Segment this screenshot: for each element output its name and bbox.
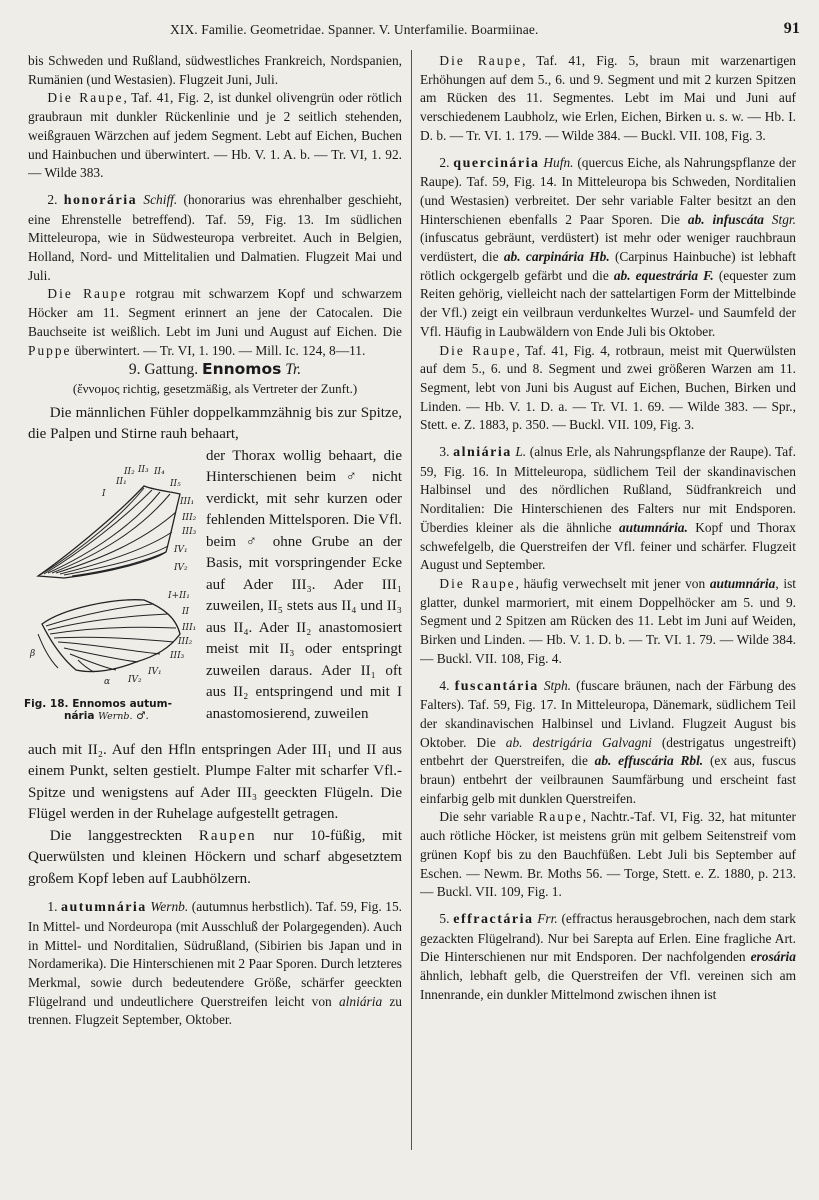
paragraph <box>28 89 402 183</box>
species-name: alniária <box>453 445 512 461</box>
species-entry-effractaria: 5. effractária Frr. (effractus herausgebrochen, nach dem stark gezackten Flügelrand). Nur bei Sarepta auf Erlen. Eine fragliche Art. Die Hinterschienen nur mit Endsporen. Der nachfolgenden erosária ähnlich, lebhaft gelb, die Querstreifen der Vfl. vereinen sich am Innenrande, ein dunkler Mittelmond zwischen ihnen ist <box>420 910 796 1002</box>
vein-label: II <box>182 606 190 617</box>
vein-label: IV₁ <box>148 666 162 677</box>
page-number: 91 <box>783 20 800 37</box>
species-author: Wernb. <box>150 899 189 915</box>
species-entry-autumnaria: 1. autumnária Wernb. (autumnus herbstlich). Taf. 59, Fig. 15. In Mittel- und Nordeuropa (mit Ausschluß der Polargegenden). Auch in Mittel- und Norditalien, Südrußland, (Sibirien bis Japan und in Nordamerika). Die Hinterschienen mit 2 Paar Sporen. Durch letzteres Merkmal, sowie durch bedeutendere Größe, schärfer geeckten Flügelrand und undeutlichere Querstreifen leicht von alniária zu trennen. Flugzeit September, Oktober. <box>28 899 402 1028</box>
vein-label: II₄ <box>154 466 165 477</box>
species-entry-fuscantaria: 4. fuscantária Stph. (fuscare bräunen, nach der Färbung des Falters). Taf. 59, Fig. 17. In Mitteleuropa, Dänemark, südlichem Teil der skandinavischen Halbinsel und Livland. Flugzeit August bis Oktober. Die ab. destrigária Galvagni (destrigatus ungestreift) entbehrt der Querstreifen, die ab. effuscária Rbl. (ex aus, fuscus braun) entbehrt der veilbraunen Saumfärbung und erscheint fast einfarbig gelb mit dunklen Querstreifen. <box>420 677 796 806</box>
vein-label: III₁ <box>182 622 197 633</box>
raupe-label: Die Raupe <box>47 286 128 302</box>
vein-label: β <box>30 648 36 659</box>
raupe-label: Die Raupe <box>439 575 516 591</box>
genus-author: Tr. <box>285 361 302 379</box>
genus-heading <box>28 360 402 380</box>
running-header <box>20 22 800 42</box>
running-title: XIX. Familie. Geometridae. Spanner. V. Unterfamilie. Boarmiinae. <box>170 22 539 37</box>
paragraph: bis Schweden und Rußland, südwestliches Frankreich, Nordspanien, Rumänien (und Westasien). Flugzeit Juni, Juli. <box>28 53 402 87</box>
vein-label: III₃ <box>182 526 197 537</box>
species-author: Hufn. <box>543 154 574 170</box>
column-divider <box>411 50 412 1150</box>
paragraph-text: , Taf. 41, Fig. 2, ist dunkel olivengrün oder rötlich graubraun mit dunkler Rückenlinie und je 2 seitlich stehenden, weißgrauen Wärzchen auf jedem Segment. Lebt auf Eichen, Buchen und Hainbuchen und überwintert. — Hb. V. 1. A. b. — Tr. VI, 1. 92. — Wilde 383. <box>28 90 402 181</box>
paragraph <box>28 285 402 360</box>
genus-description-intro: Die männlichen Fühler doppelkammzähnig bis zur Spitze, die Palpen und Stirne rauh behaart, <box>28 404 402 443</box>
paragraph: Die sehr variable Raupe, Nachtr.-Taf. VI, Fig. 32, hat mitunter auch rötliche Höcker, ist meistens grün mit gelbem Seitenstreif vom grünen Kopf bis zu den Bauchfüßen. Lebt Juli bis September auf Eschen. — Newm. Br. Moths 56. — Torge, Stett. e. Z. 1880, p. 213. — Buckl. VII. 109, Fig. 1. <box>420 809 796 900</box>
species-author: L. <box>515 444 527 460</box>
species-entry-alniaria: 3. alniária L. (alnus Erle, als Nahrungspflanze der Raupe). Taf. 59, Fig. 16. In Mitteleuropa, südlichem Teil der skandinavischen Halbinsel und des nördlichen Rußland, Südfrankreich und Norditalien: Die Hinterschienen des Falters nur mit Endsporen. Überdies kleiner als die ähnliche autumnária. Kopf und Thorax schwefelgelb, die Querstreifen der Vfl. feiner und schärfer. Flugzeit August und September. <box>420 444 796 573</box>
species-name: quercinária <box>453 155 540 171</box>
genus-description-wrap: der Thorax wollig behaart, die Hinterschienen beim ♂ nicht verdickt, mit sehr kurzen oder fehlenden Mittelsporen. Die Vfl. beim ♂ ohne Grube an der Basis, mit vorspringender Ecke auf Ader III₃. Ader III₁ zuweilen, II₅ stets aus II₄ und II₃ aus II₄. Ader II₂ anastomosiert meist mit II₃ oder entspringt zuweilen daraus. Ader II₁ oft aus II₂ entspringend und mit I anastomosierend, zuweilen <box>206 447 402 722</box>
raupen-label: Raupen <box>198 827 257 844</box>
vein-label: III₃ <box>170 650 185 661</box>
species-name: autumnária <box>61 900 147 916</box>
vein-label: II₂ <box>124 466 135 477</box>
genus-name: Ennomos <box>202 360 282 379</box>
paragraph: Die Raupe, häufig verwechselt mit jener von autumnária, ist glatter, dunkel marmoriert, mit einem Doppelhöcker am 5. und 9. Segment und 2 Spitzen am Rücken des 11. Lebt im Juni auf Weiden, Birken und Linden. — Hb. V. 1. D. b. — Tr. VI. 1. 79. — Wilde 384. — Buckl. VII. 108, Fig. 4. <box>420 575 797 666</box>
figure-caption <box>24 698 200 723</box>
raupe-label: Die Raupe <box>439 53 523 68</box>
species-number: 3. <box>439 444 450 460</box>
vein-label: IV₁ <box>174 544 188 555</box>
vein-label: II₁ <box>116 476 127 487</box>
species-number: 2. <box>47 191 58 207</box>
paragraph: Die Raupe, Taf. 41, Fig. 5, braun mit warzenartigen Erhöhungen auf dem 5., 6. und 9. Segment und mit 2 kurzen Spitzen am Rücken des 11. Segmentes. Lebt im Mai und Juni auf verschiedenem Laubholz, wie Erlen, Eichen, Birken u. s. w. — Hb. I. D. b. — Tr. VI. 1. 179. — Wilde 384. — Buckl. VII. 108, Fig. 3. <box>420 53 797 143</box>
wing-venation-figure <box>24 448 200 740</box>
genus-etymology: (ἔννομος richtig, gesetzmäßig, als Vertreter der Zunft.) <box>72 380 358 396</box>
genus-prefix: 9. Gattung. <box>128 361 199 379</box>
raupe-label: Raupe <box>538 809 583 825</box>
paragraph-text: überwintert. — Tr. VI, 1. 190. — Mill. Ic. 124, 8—11. <box>74 342 366 358</box>
vein-label: II₅ <box>170 478 181 489</box>
right-column <box>420 52 796 1004</box>
vein-label: II₃ <box>138 464 149 475</box>
left-column <box>24 52 403 1030</box>
puppe-label: Puppe <box>28 342 72 358</box>
vein-label: III₂ <box>178 636 193 647</box>
paragraph-text: rotgrau mit schwarzem Kopf und schwarzem Höcker am 11. Segment erinnert an jene der Catocalen. Die Bauchseite ist weißlich. Lebt im Juni und August auf Eichen. Die <box>28 286 402 339</box>
species-name: honorária <box>63 192 138 208</box>
species-number: 2. <box>439 154 450 170</box>
species-entry-quercinaria: 2. quercinária Hufn. (quercus Eiche, als Nahrungspflanze der Raupe). Taf. 59, Fig. 14. In Mitteleuropa bis Schweden, Norditalien (und Westasien) verbreitet. Der sehr variable Falter besitzt an den Hinterschienen ebenfalls 2 Paar Sporen. Die ab. infuscáta Stgr. (infuscatus gebräunt, verdüstert) ist mehr oder weniger rauchbraun verdüstert, die ab. carpinária Hb. (Carpinus Hainbuche) ist lebhaft rötlich ockgergelb gefärbt und die ab. equestrária F. (equester zum Reiten gehörig, vielleicht nach der sattelartigen Form der Mittelbinde der Vfl.) zeigt ein veilbraun verdunkeltes Wurzel- und Saumfeld der Vfl. Häufig in Laubwäldern von Ende Juli bis Oktober. <box>420 154 796 339</box>
species-entry-honoraria <box>28 191 402 286</box>
species-name: fuscantária <box>454 678 539 694</box>
genus-raupen: Die langgestreckten Raupen nur 10-füßig, mit Querwülsten und kleinen Höckern und scharf abgesetztem großem Kopf leben auf Laubhölzern. <box>28 827 403 887</box>
caption-line: Fig. 18. Ennomos autum- <box>24 697 172 710</box>
species-number: 1. <box>47 899 58 915</box>
species-number: 5. <box>439 910 450 926</box>
vein-label: III₁ <box>180 496 195 507</box>
vein-label: IV₂ <box>128 674 142 685</box>
caption-line: nária Wernb. ♂. <box>64 709 149 722</box>
vein-label: I <box>102 488 106 499</box>
vein-label: IV₂ <box>174 562 188 573</box>
paragraph: Die Raupe, Taf. 41, Fig. 4, rotbraun, meist mit Querwülsten auf dem 5., 6. und 8. Segment und zwei größeren Warzen am 11. Segment, lebt von Juni bis August auf Eichen, Buchen, Birken und Linden. — Hb. V. 1. D. a. — Tr. VI. 1. 69. — Wilde 383. — Spr., Stett. e. Z. 1883, p. 350. — Buckl. VII. 109, Fig. 3. <box>420 342 796 433</box>
vein-label: α <box>104 676 111 687</box>
vein-label: I+II₁ <box>168 590 190 601</box>
genus-description-cont: auch mit II₂. Auf den Hfln entspringen Ader III₁ und II aus einem Punkt, selten gestielt. Plumpe Falter mit scharfer Vfl.-Spitze und wenigstens auf Ader III₃ geeckten Flügeln. Die Flügel werden in der Ruhelage aufgestellt getragen. <box>28 741 402 823</box>
species-name: effractária <box>453 911 534 927</box>
species-author: Frr. <box>537 910 558 926</box>
species-author: Schiff. <box>143 191 178 207</box>
species-author: Stph. <box>543 677 571 693</box>
vein-label: III₂ <box>182 512 197 523</box>
species-number: 4. <box>439 677 450 693</box>
species-text: (honorarius was ehrenhalber geschieht, eine Ehrenstelle betreffend). Taf. 59, Fig. 13. Im südlichen Mitteleuropa, wie in Südwesteuropa verbreitet. Auch in Belgien, Holland, Nord- und Mittelitalien und Dalmatien. Flugzeit Mai und Juli. <box>28 191 402 283</box>
wing-venation-drawing <box>24 448 200 696</box>
raupe-label: Die Raupe <box>47 90 124 106</box>
raupe-label: Die Raupe <box>439 342 517 358</box>
